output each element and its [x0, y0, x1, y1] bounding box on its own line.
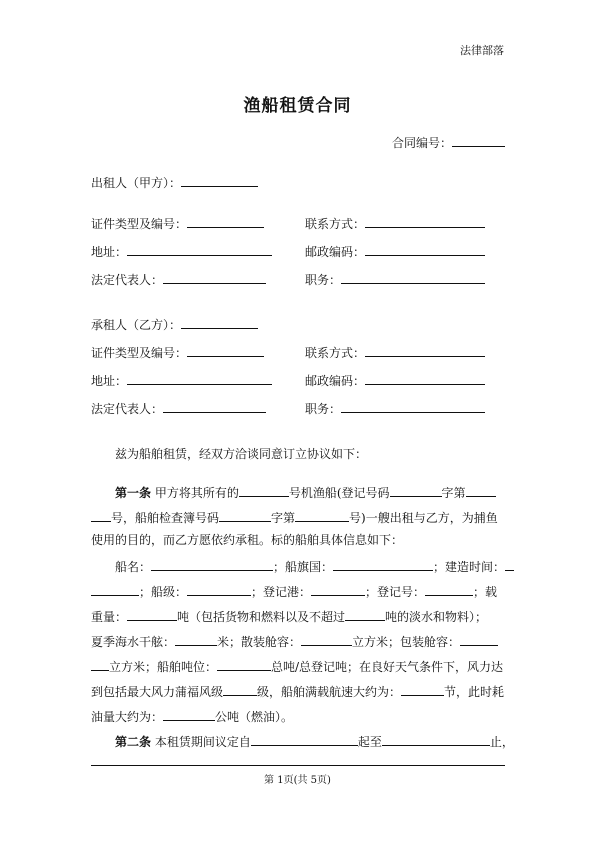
lessor-heading-row — [91, 174, 258, 191]
ship-built-field[interactable] — [505, 558, 514, 571]
ship-pack-cont-field[interactable] — [91, 658, 109, 671]
lessor-position-field[interactable] — [341, 271, 485, 284]
ship-bulk-label: 米；散装舱容： — [217, 635, 302, 649]
ship-fuel-label: 油量大约为： — [91, 710, 164, 724]
ship-draft-field[interactable] — [175, 633, 217, 646]
lessor-id-row — [91, 215, 264, 232]
lessee-postcode-label: 邮政编码： — [305, 374, 366, 388]
lessee-id-label: 证件类型及编号： — [91, 346, 188, 360]
ship-line5 — [91, 658, 503, 675]
ship-wind-field[interactable] — [223, 683, 257, 696]
lessee-address-label: 地址： — [91, 374, 128, 388]
ship-load-label: ；载 — [473, 585, 498, 599]
ship-speed-field[interactable] — [401, 683, 444, 696]
article2-line — [115, 733, 514, 750]
article1-text: 甲方将其所有的 — [154, 486, 239, 500]
registration-number-cont-field[interactable] — [91, 509, 111, 522]
inspection-number-field[interactable] — [295, 509, 349, 522]
inspection-word-field[interactable] — [219, 509, 271, 522]
ship-built-cont-field[interactable] — [91, 583, 139, 596]
ship-regno-field[interactable] — [425, 583, 473, 596]
lessee-rep-row — [91, 400, 266, 417]
ship-flag-field[interactable] — [333, 558, 433, 571]
lessee-postcode-field[interactable] — [365, 372, 485, 385]
ship-draft-label: 夏季海水干舷： — [91, 635, 176, 649]
lessor-rep-field[interactable] — [163, 271, 266, 284]
lessor-rep-row — [91, 271, 266, 288]
ship-speed-unit: 节，此时耗 — [444, 685, 505, 699]
article2-text: 起至 — [357, 735, 382, 749]
page-number: 第 1页(共 5页) — [264, 775, 331, 786]
lessee-name-field[interactable] — [181, 316, 258, 329]
preamble: 兹为船舶租赁，经双方洽谈同意订立协议如下： — [115, 447, 368, 461]
contract-number-row — [392, 134, 505, 151]
ship-port-label: ；登记港： — [251, 585, 312, 599]
contract-number-field[interactable] — [452, 134, 505, 147]
lessee-rep-label: 法定代表人： — [91, 402, 164, 416]
ship-weight-field[interactable] — [127, 608, 177, 621]
article2-text: 本租赁期间议定自 — [154, 735, 251, 749]
ship-built-label: ；建造时间： — [433, 560, 506, 574]
ship-water-field[interactable] — [345, 608, 385, 621]
lessee-id-row — [91, 344, 264, 361]
ship-name-field[interactable] — [151, 558, 273, 571]
lessee-contact-label: 联系方式： — [305, 346, 366, 360]
ship-port-field[interactable] — [311, 583, 365, 596]
ship-line6 — [91, 683, 504, 700]
lessee-position-field[interactable] — [341, 400, 485, 413]
lessor-address-row — [91, 243, 272, 260]
ship-grade-field[interactable] — [187, 583, 251, 596]
ship-ton-note: 吨（包括货物和燃料以及不超过 — [177, 610, 346, 624]
lessee-heading: 承租人（乙方）： — [91, 318, 182, 332]
ship-speed-label: 级，船舶满载航速大约为： — [257, 685, 402, 699]
lessee-id-field[interactable] — [187, 344, 264, 357]
lessor-contact-field[interactable] — [365, 215, 485, 228]
lessor-rep-label: 法定代表人： — [91, 273, 164, 287]
footer-rule — [91, 765, 505, 766]
article1-text: 字第 — [271, 511, 296, 525]
ship-weight-label: 重量： — [91, 610, 128, 624]
ship-grade-label: ；船级： — [139, 585, 188, 599]
article2-title: 第二条 — [115, 735, 152, 749]
registration-number-field[interactable] — [466, 484, 496, 497]
lessor-postcode-row — [305, 243, 485, 260]
lessor-contact-row — [305, 215, 485, 232]
lessee-position-label: 职务： — [305, 402, 342, 416]
lessor-address-label: 地址： — [91, 245, 128, 259]
contract-number-label: 合同编号： — [392, 136, 453, 150]
ship-bulk-field[interactable] — [301, 633, 352, 646]
registration-word-field[interactable] — [390, 484, 442, 497]
lessor-name-field[interactable] — [181, 174, 258, 187]
ship-ton-note2: 吨的淡水和物料）； — [385, 610, 488, 624]
article1-text: 号机渔船(登记号码 — [288, 486, 390, 500]
lease-start-field[interactable] — [251, 733, 358, 746]
ship-pack-field[interactable] — [460, 633, 498, 646]
lessor-id-label: 证件类型及编号： — [91, 217, 188, 231]
ship-line3 — [91, 608, 487, 625]
lessee-rep-field[interactable] — [163, 400, 266, 413]
article1-line2 — [91, 509, 498, 526]
article1-title: 第一条 — [115, 486, 152, 500]
lessor-postcode-label: 邮政编码： — [305, 245, 366, 259]
lessor-postcode-field[interactable] — [365, 243, 485, 256]
ship-tonnage-field[interactable] — [217, 658, 271, 671]
lease-end-field[interactable] — [382, 733, 490, 746]
article2-text: 止， — [489, 735, 514, 749]
boat-number-field[interactable] — [239, 484, 289, 497]
lessor-contact-label: 联系方式： — [305, 217, 366, 231]
page-title: 渔船租赁合同 — [243, 96, 352, 116]
lessee-address-field[interactable] — [127, 372, 272, 385]
article1-text: 号，船舶检查簿号码 — [111, 511, 220, 525]
article1-line1 — [115, 484, 496, 501]
article1-line3: 使用的目的，而乙方愿依约承租。标的船舶具体信息如下： — [91, 533, 404, 547]
lessor-position-label: 职务： — [305, 273, 342, 287]
lessee-contact-field[interactable] — [365, 344, 485, 357]
ship-line2 — [91, 583, 497, 600]
ship-regno-label: ；登记号： — [365, 585, 426, 599]
ship-line4 — [91, 633, 498, 650]
lessee-heading-row — [91, 316, 258, 333]
ship-name-label: 船名： — [115, 560, 152, 574]
lessee-address-row — [91, 372, 272, 389]
ship-fuel-field[interactable] — [163, 708, 215, 721]
lessee-position-row — [305, 400, 485, 417]
ship-line1 — [115, 558, 514, 575]
ship-line7 — [91, 708, 293, 725]
lessee-postcode-row — [305, 372, 485, 389]
ship-fuel-unit: 公吨（燃油）。 — [215, 710, 294, 724]
ship-flag-label: ；船旗国： — [273, 560, 334, 574]
header-label: 法律部落 — [460, 44, 504, 57]
ship-tonnage-unit: 总吨/总登记吨；在良好天气条件下，风力达 — [271, 660, 504, 674]
lessee-contact-row — [305, 344, 485, 361]
ship-tonnage-label: 立方米；船舶吨位： — [109, 660, 218, 674]
lessor-position-row — [305, 271, 485, 288]
article1-text: 号)一艘出租与乙方，为捕鱼 — [349, 511, 498, 525]
ship-wind-label: 到包括最大风力蒲福风级 — [91, 685, 224, 699]
lessor-id-field[interactable] — [187, 215, 264, 228]
ship-pack-label: 立方米；包装舱容： — [352, 635, 461, 649]
article1-text: 字第 — [441, 486, 466, 500]
lessor-address-field[interactable] — [127, 243, 272, 256]
lessor-heading: 出租人（甲方）： — [91, 176, 182, 190]
